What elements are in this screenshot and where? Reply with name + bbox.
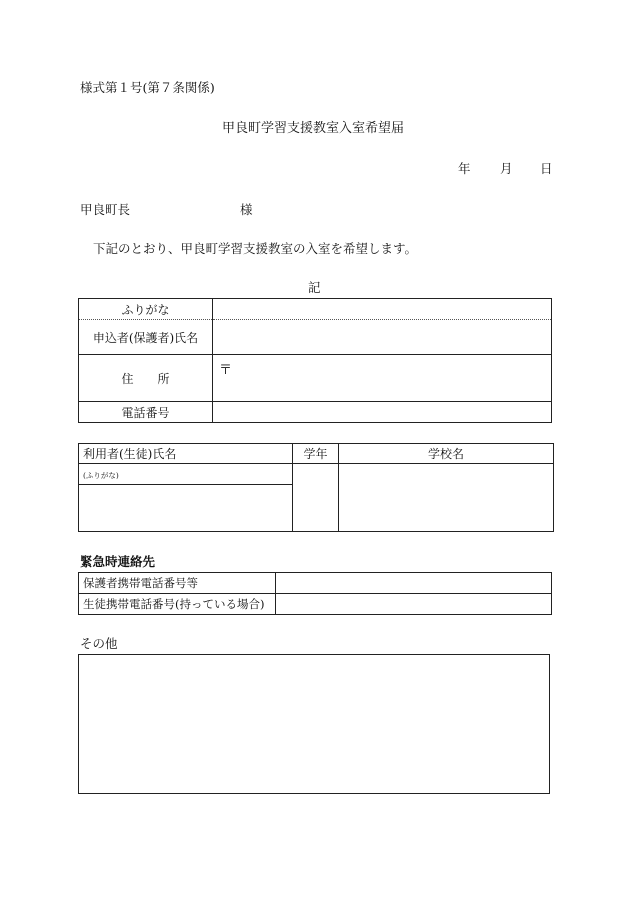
- user-name-field[interactable]: [79, 485, 293, 532]
- user-furigana-field[interactable]: (ふりがな): [79, 464, 293, 485]
- applicant-table: [78, 298, 552, 423]
- address-field[interactable]: [213, 355, 552, 402]
- other-section-title: その他: [80, 636, 118, 651]
- postal-mark: 〒: [219, 363, 233, 378]
- grade-field[interactable]: [293, 464, 339, 532]
- ki-label: 記: [308, 280, 321, 295]
- emergency-table: [78, 572, 552, 615]
- grade-label: 学年: [293, 444, 339, 464]
- student-phone-field[interactable]: [276, 594, 552, 615]
- school-label: 学校名: [339, 444, 554, 464]
- addressee-honorific: 様: [240, 202, 253, 217]
- parent-phone-field[interactable]: [276, 573, 552, 594]
- date-month-label: 月: [500, 161, 513, 176]
- furigana-label: ふりがな: [79, 299, 213, 320]
- request-text: 下記のとおり、甲良町学習支援教室の入室を希望します。: [93, 241, 418, 256]
- student-phone-label: 生徒携帯電話番号(持っている場合): [79, 594, 276, 615]
- other-field[interactable]: [78, 654, 550, 794]
- furigana-field[interactable]: [213, 299, 552, 320]
- date-year-label: 年: [458, 161, 471, 176]
- parent-phone-label: 保護者携帯電話番号等: [79, 573, 276, 594]
- school-field[interactable]: [339, 464, 554, 532]
- form-number: 様式第１号(第７条関係): [80, 80, 215, 95]
- addressee: 甲良町長: [80, 202, 131, 217]
- form-title: 甲良町学習支援教室入室希望届: [222, 121, 405, 136]
- user-table: [78, 443, 554, 532]
- applicant-name-label: 申込者(保護者)氏名: [79, 320, 213, 355]
- emergency-section-title: 緊急時連絡先: [80, 554, 156, 569]
- date-day-label: 日: [540, 161, 553, 176]
- user-name-label: 利用者(生徒)氏名: [79, 444, 293, 464]
- phone-field[interactable]: [213, 402, 552, 423]
- phone-label: 電話番号: [79, 402, 213, 423]
- applicant-name-field[interactable]: [213, 320, 552, 355]
- address-label: 住 所: [79, 355, 213, 402]
